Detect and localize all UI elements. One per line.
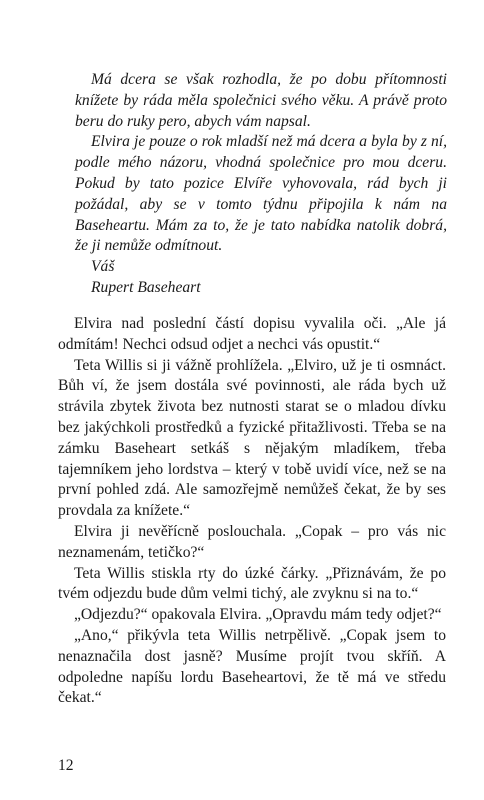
letter-paragraph: Elvira je pouze o rok mladší než má dcera a byla by z ní, podle mého názoru, vhodná společnice pro mou dceru. Pokud by tato pozice Elvíře vyhovovala, rád bych ji požádal, aby se v tomto týdnu připojila k nám na Baseheartu. Mám za to, že je tato nabídka natolik dobrá, že ji nemůže odmítnout. [75, 133, 447, 255]
body-text [58, 314, 446, 709]
body-paragraph: „Ano,“ přikývla teta Willis netrpělivě. „Copak jsem to nenaznačila dost jasně? Musíme projít tvou skříň. A odpoledne napíšu lordu Baseheartovi, že tě má ve středu čekat.“ [58, 626, 446, 707]
body-paragraph: Elvira nad poslední částí dopisu vyvalila oči. „Ale já odmítám! Nechci odsud odjet a nechci vás opustit.“ [58, 315, 446, 353]
letter-quote [75, 70, 447, 299]
letter-signature: Rupert Baseheart [91, 278, 201, 296]
letter-paragraph: Má dcera se však rozhodla, že po dobu přítomnosti knížete by ráda měla společnici svého věku. A právě proto beru do ruky pero, abych vám napsal. [75, 71, 447, 130]
page-number: 12 [58, 757, 74, 774]
letter-closing: Váš [91, 258, 115, 276]
body-paragraph: „Odjezdu?“ opakovala Elvira. „Opravdu mám tedy odjet?“ [74, 606, 442, 624]
body-paragraph: Teta Willis si ji vážně prohlížela. „Elviro, už je ti osmnáct. Bůh ví, že jsem dostála své povinnosti, ale ráda bych už strávila zbytek života bez nutnosti starat se o mladou dívku bez jakýchkoli prostředků a fyzické přitažlivosti. Třeba se na zámku Baseheart setkáš s nějakým mladíkem, třeba tajemníkem jeho lordstva – který v tobě uvidí více, než se na první pohled zdá. Ale samozřejmě nemůžeš čekat, že by ses provdala za knížete.“ [58, 356, 446, 520]
body-paragraph: Teta Willis stiskla rty do úzké čárky. „Přiznávám, že po tvém odjezdu bude dům velmi tichý, ale zvyknu si na to.“ [58, 564, 446, 603]
body-paragraph: Elvira ji nevěřícně poslouchala. „Copak – pro vás nic neznamenám, tetičko?“ [58, 522, 446, 561]
